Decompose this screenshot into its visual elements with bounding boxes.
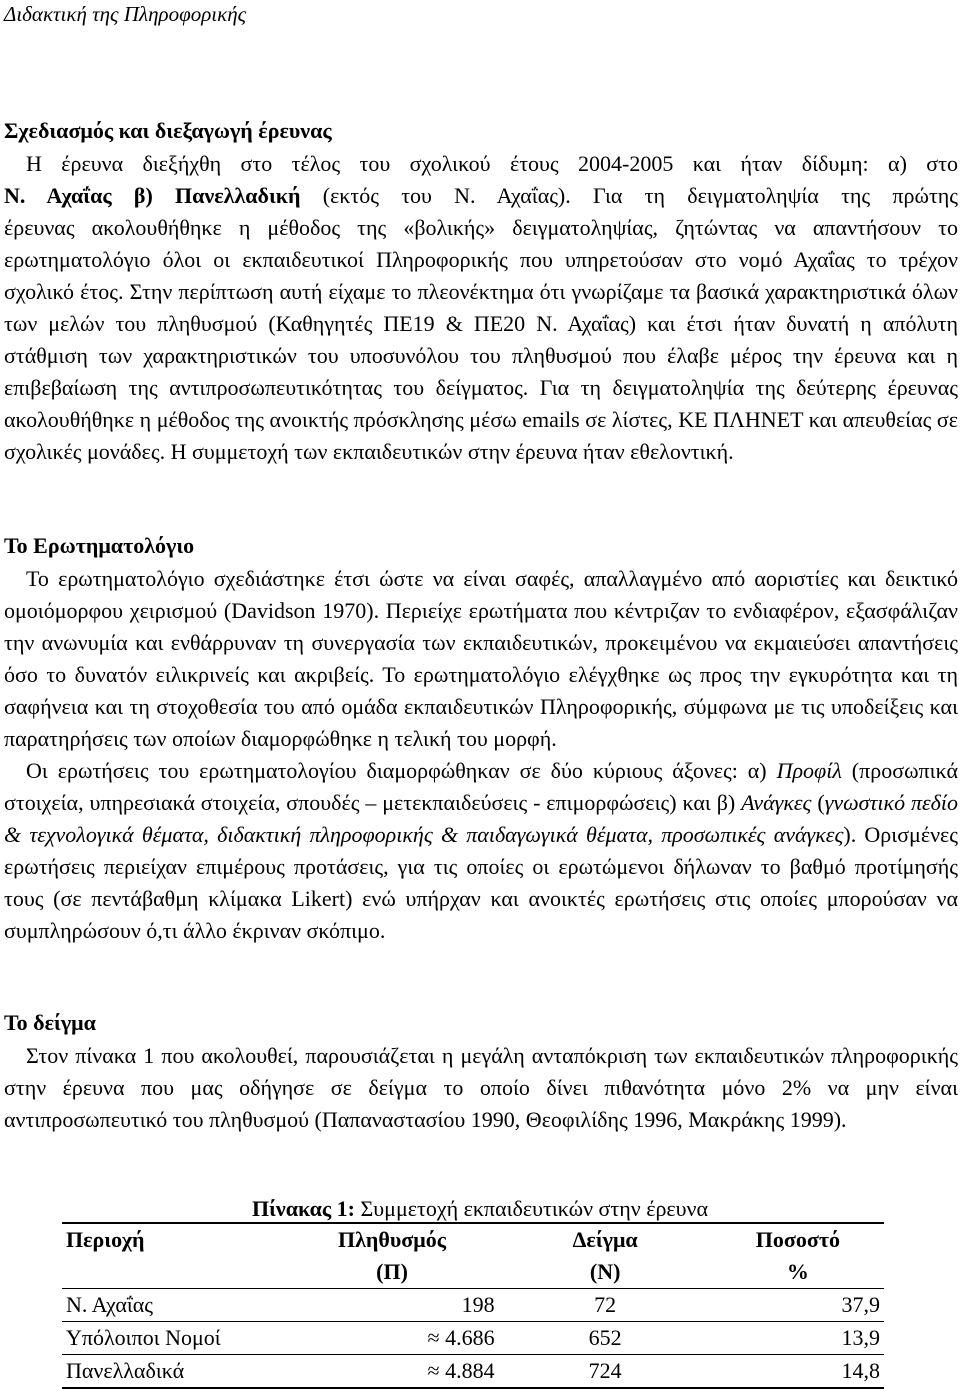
p2-italic-profile: Προφίλ [776,758,842,783]
table-row [62,1355,884,1389]
cell-percent: 14,8 [712,1355,884,1389]
table-row [62,1289,884,1322]
cell-percent: 13,9 [712,1322,884,1355]
cell-sample: 724 [499,1355,712,1389]
cell-population: 198 [285,1289,498,1322]
cell-region: Ν. Αχαΐας [62,1289,285,1322]
p2-italic-needs: Ανάγκες [741,790,812,815]
paragraph-questionnaire [4,563,958,947]
table-caption-text: Συμμετοχή εκπαιδευτικών στην έρευνα [354,1196,709,1221]
cell-region: Υπόλοιποι Νομοί [62,1322,285,1355]
cell-population: ≈ 4.884 [285,1355,498,1389]
paragraph-sample-1: Στον πίνακα 1 που ακολουθεί, παρουσιάζεται η μεγάλη ανταπόκριση των εκπαιδευτικών πληροφορικής στην έρευνα που μας οδήγησε σε δείγμα το οποίο δίνει πιθανότητα μόνο 2% να μην είναι αντιπροσωπευτικό του πληθυσμού (Παπαναστασίου 1990, Θεοφιλίδης 1996, Μακράκης 1999). [4,1043,958,1132]
header-percent: Ποσοστό % [712,1223,884,1289]
section-title-sample: Το δείγμα [4,1010,96,1035]
paragraph-sample [4,1040,958,1136]
participation-table [62,1222,884,1389]
paragraph-design-line1: Η έρευνα διεξήχθη στο τέλος του σχολικού έτους 2004-2005 και ήταν δίδυμη: α) στο [26,151,958,176]
cell-population: ≈ 4.686 [285,1322,498,1355]
paragraph-questionnaire-2 [4,755,958,947]
region-bold-text: Ν. Αχαΐας β) Πανελλαδική [4,183,301,208]
cell-region: Πανελλαδικά [62,1355,285,1389]
cell-sample: 72 [499,1289,712,1322]
paragraph-questionnaire-1: Το ερωτηματολόγιο σχεδιάστηκε έτσι ώστε να είναι σαφές, απαλλαγμένο από αοριστίες και δεικτικό ομοιόμορφου χειρισμού (Davidson 1970). Περιείχε ερωτήματα που κέντριζαν το ενδιαφέρον, εξασφάλιζαν την ανωνυμία και ενθάρρυναν τη συνεργασία των εκπαιδευτικών, προκειμένου να εκμαιεύσει απαντήσεις όσο το δυνατόν ειλικρινείς και ακριβείς. Το ερωτηματολόγιο ελέγχθηκε ως προς την εγκυρότητα και τη σαφήνεια και τη στοχοθεσία του από ομάδα εκπαιδευτικών Πληροφορικής, σύμφωνα με τις υποδείξεις και παρατηρήσεις των οποίων διαμορφώθηκε η τελική του μορφή. [4,566,958,751]
table-row [62,1322,884,1355]
table-caption-label: Πίνακας 1: [251,1196,355,1221]
table-caption [0,1196,960,1222]
paragraph-design-line2-rest: (εκτός του Ν. Αχαΐας). Για τη δειγματοληψία της πρώτης [300,183,958,208]
p2-italic-areas: γνωστικό πεδίο & τεχνολογικά θέματα, διδακτική πληροφορικής & παιδαγωγικά θέματα, προσωπικές ανάγκες [4,790,958,847]
p2-text-c: (προσωπικά στοιχεία, υπηρεσιακά στοιχεία, σπουδές – μετεκπαιδεύσεις - επιμορφώσεις) και β) [4,758,959,815]
header-sample: Δείγμα (Ν) [499,1223,712,1289]
p2-text-a: Οι ερωτήσεις του ερωτηματολογίου διαμορφώθηκαν σε δύο κύριους άξονες: α) [26,758,777,783]
table-header-row [62,1223,884,1289]
running-header: Διδακτική της Πληροφορικής [4,2,247,26]
section-title-questionnaire: Το Ερωτηματολόγιο [4,533,195,558]
paragraph-design-line2 [4,180,958,212]
header-region: Περιοχή [62,1223,285,1289]
section-title-design: Σχεδιασμός και διεξαγωγή έρευνας [4,118,332,143]
cell-percent: 37,9 [712,1289,884,1322]
p2-text-g: ). Ορισμένες ερωτήσεις περιείχαν επιμέρους προτάσεις, για τις οποίες οι ερωτώμενοι δήλωναν το βαθμό προτίμησής τους (σε πεντάβαθμη κλίμακα Likert) ενώ υπήρχαν και ανοικτές ερωτήσεις στις οποίες μπορούσαν να συμπληρώσουν ό,τι άλλο έκριναν σκόπιμο. [4,822,958,943]
cell-sample: 652 [499,1322,712,1355]
header-population: Πληθυσμός (Π) [285,1223,498,1289]
paragraph-design-rest: έρευνας ακολουθήθηκε η μέθοδος της «βολικής» δειγματοληψίας, ζητώντας να απαντήσουν το ερωτηματολόγιο όλοι οι εκπαιδευτικοί Πληροφορικής που υπηρετούσαν στο νομό Αχαΐας το τρέχον σχολικό έτος. Στην περίπτωση αυτή είχαμε το πλεονέκτημα ότι γνωρίζαμε τα βασικά χαρακτηριστικά όλων των μελών του πληθυσμού (Καθηγητές ΠΕ19 & ΠΕ20 Ν. Αχαΐας) και έτσι ήταν δυνατή η απόλυτη στάθμιση των χαρακτηριστικών του υποσυνόλου του πληθυσμού που έλαβε μέρος την έρευνα και η επιβεβαίωση της αντιπροσωπευτικότητας του δείγματος. Για τη δειγματοληψία της δεύτερης έρευνας ακολουθήθηκε η μέθοδος της ανοικτής πρόσκλησης μέσω emails σε λίστες, ΚΕ ΠΛΗΝΕΤ και απευθείας σε σχολικές μονάδες. Η συμμετοχή των εκπαιδευτικών στην έρευνα ήταν εθελοντική. [4,215,958,464]
paragraph-design [4,148,958,468]
p2-text-e: ( [811,790,825,815]
